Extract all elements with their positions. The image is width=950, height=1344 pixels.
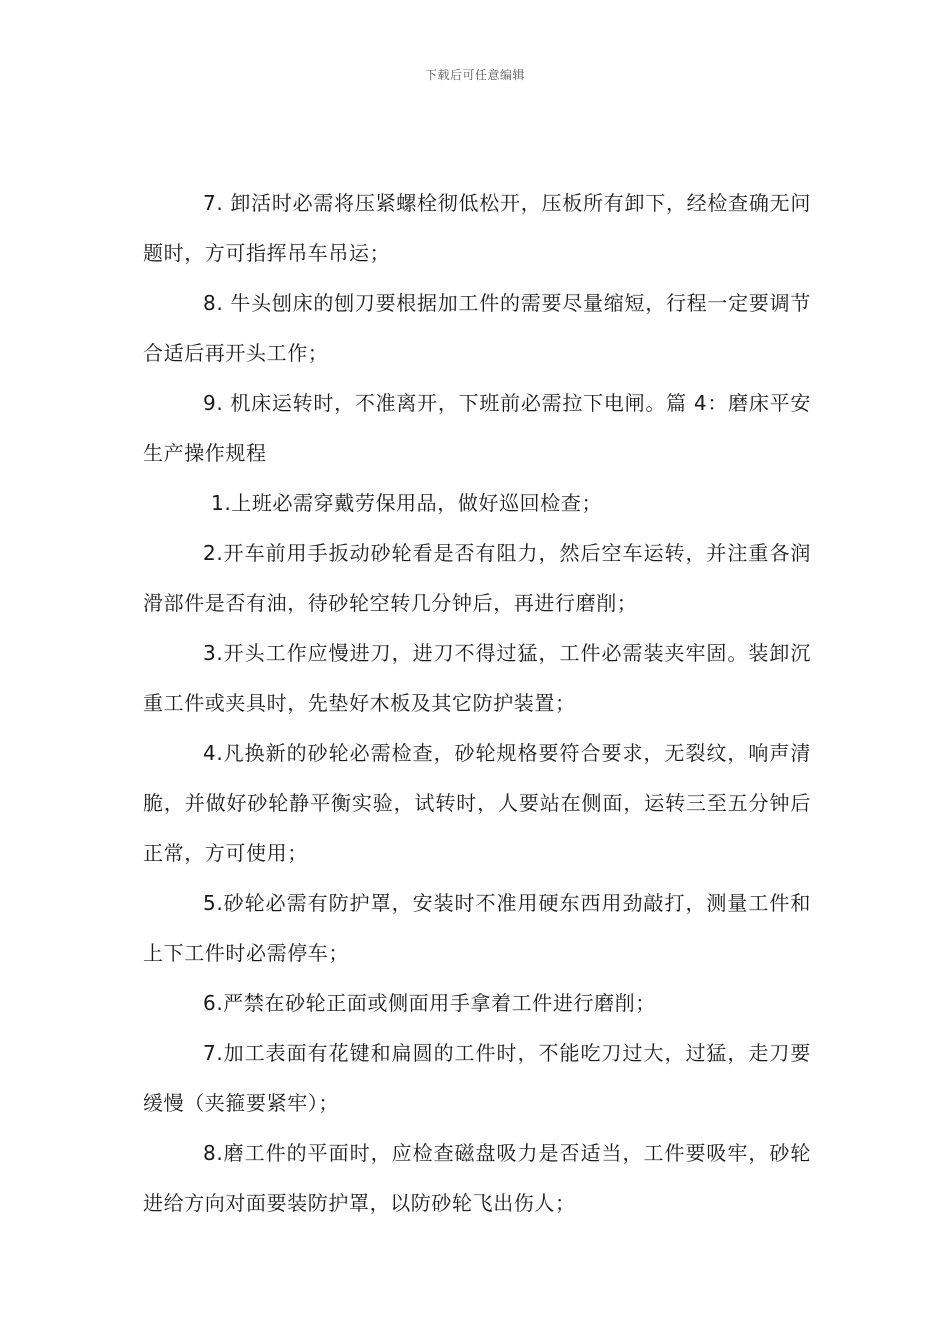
paragraph-grinder-item-1: 1.上班必需穿戴劳保用品，做好巡回检查； — [211, 491, 603, 515]
document-body — [143, 178, 811, 1228]
paragraph-item-7-unloading: 7. 卸活时必需将压紧螺栓彻低松开，压板所有卸下，经检查确无问题时，方可指挥吊车吊运； — [143, 191, 811, 265]
paragraph-grinder-item-6: 6.严禁在砂轮正面或侧面用手拿着工件进行磨削； — [203, 991, 656, 1015]
paragraph-item-9-section-title: 9. 机床运转时，不准离开，下班前必需拉下电闸。篇 4：磨床平安生产操作规程 — [143, 391, 811, 465]
paragraph-grinder-item-7: 7.加工表面有花键和扁圆的工件时，不能吃刀过大，过猛，走刀要缓慢（夹箍要紧牢）； — [143, 1041, 811, 1115]
paragraph-grinder-item-3: 3.开头工作应慢进刀，进刀不得过猛，工件必需装夹牢固。装卸沉重工件或夹具时，先垫好木板及其它防护装置； — [143, 641, 811, 715]
paragraph-grinder-item-4: 4.凡换新的砂轮必需检查，砂轮规格要符合要求，无裂纹，响声清脆，并做好砂轮静平衡实验，试转时，人要站在侧面，运转三至五分钟后正常，方可使用； — [143, 741, 811, 865]
paragraph-item-8-planer-tool: 8. 牛头刨床的刨刀要根据加工件的需要尽量缩短，行程一定要调节合适后再开头工作； — [143, 291, 811, 365]
page-header: 下载后可任意编辑 — [424, 68, 525, 82]
paragraph-grinder-item-8: 8.磨工件的平面时，应检查磁盘吸力是否适当，工件要吸牢，砂轮进给方向对面要装防护罩，以防砂轮飞出伤人； — [143, 1141, 811, 1215]
paragraph-grinder-item-2: 2.开车前用手扳动砂轮看是否有阻力，然后空车运转，并注重各润滑部件是否有油，待砂轮空转几分钟后，再进行磨削； — [143, 541, 811, 615]
paragraph-grinder-item-5: 5.砂轮必需有防护罩，安装时不准用硬东西用劲敲打，测量工件和上下工件时必需停车； — [143, 891, 811, 965]
